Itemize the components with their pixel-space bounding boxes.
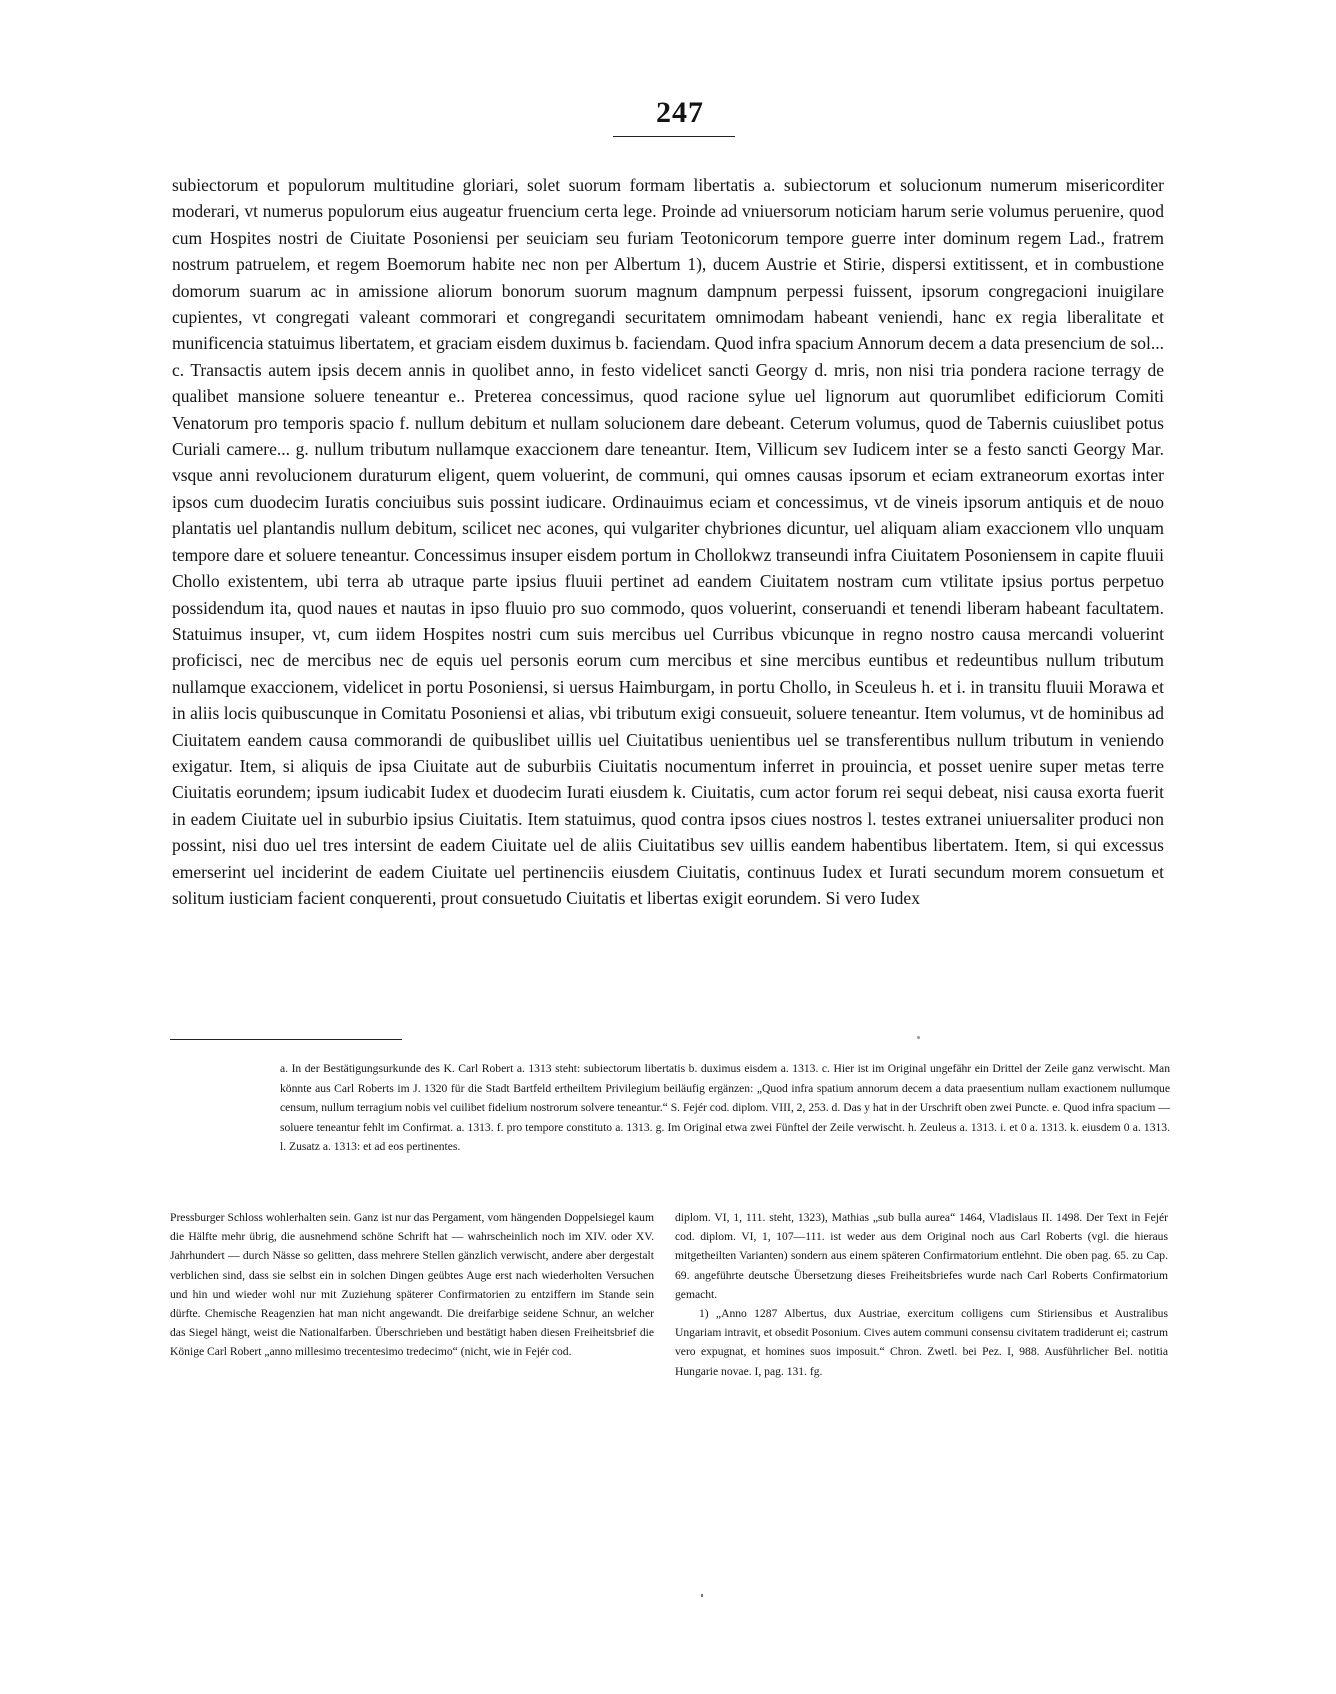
footnote-column-left xyxy=(170,1208,654,1362)
variant-footnotes xyxy=(280,1059,1170,1157)
charter-text xyxy=(172,172,1164,911)
footnote-column-right xyxy=(675,1208,1168,1381)
footnote-right-text-1: diplom. VI, 1, 111. steht, 1323), Mathias „sub bulla aurea“ 1464, Vladislaus II. 1498. Der Text in Fejér cod. diplom. VI, 1, 107—111. ist weder aus dem Original noch aus Carl Roberts (vgl. die hieraus mitgetheilten Varianten) sondern aus einem späteren Confirmatorium entlehnt. Die oben pag. 65. zu Cap. 69. angeführte deutsche Übersetzung dieses Freiheitsbriefes wurde nach Carl Roberts Confirmatorium gemacht. xyxy=(675,1211,1168,1301)
footnote-right-text-2: 1) „Anno 1287 Albertus, dux Austriae, exercitum colligens cum Stiriensibus et Australibus Ungariam intravit, et obsedit Posonium. Cives autem communi consensu civitatem tradiderunt ei; castrum vero expugnat, et homines suos imposuit.“ Chron. Zwetl. bei Pez. I, 988. Ausführlicher Bel. notitia Hungarie novae. I, pag. 131. fg. xyxy=(675,1307,1168,1378)
footnote-left-text: Pressburger Schloss wohlerhalten sein. Ganz ist nur das Pergament, vom hängenden Doppelsiegel kaum die Hälfte mehr übrig, die ausnehmend schöne Schrift hat — wahrscheinlich noch im XIV. oder XV. Jahrhundert — durch Nässe so gelitten, dass mehrere Stellen gänzlich verwischt, andere aber dergestalt verblichen sind, dass sie selbst ein in solchen Dingen geübtes Auge erst nach wiederholten Versuchen und hin und wieder wohl nur mit Zuziehung späterer Confirmatorien zu entziffern im Stande sein dürfte. Chemische Reagenzien hat man nicht angewandt. Die dreifarbige seidene Schnur, an welcher das Siegel hängt, weist die Nationalfarben. Überschrieben und bestätigt haben diesen Freiheitsbrief die Könige Carl Robert „anno millesimo trecentesimo tredecimo“ (nicht, wie in Fejér cod. xyxy=(170,1211,654,1359)
scan-speck xyxy=(917,1036,920,1039)
page-number: 247 xyxy=(656,96,704,129)
footnote-separator xyxy=(170,1039,402,1040)
variant-footnotes-text: a. In der Bestätigungsurkunde des K. Carl Robert a. 1313 steht: subiectorum libertatis b. duximus eisdem a. 1313. c. Hier ist im Original ungefähr ein Drittel der Zeile ganz verwischt. Man könnte aus Carl Roberts im J. 1320 für die Stadt Bartfeld ertheiltem Privilegium beiläufig ergänzen: „Quod infra spatium annorum decem a data praesentium nullam exactionem nullumque censum, nullum terragium nobis vel cuilibet fidelium nostrorum solvere teneantur.“ S. Fejér cod. diplom. VIII, 2, 253. d. Das y hat in der Urschrift oben zwei Puncte. e. Quod infra spacium — soluere teneantur fehlt im Confirmat. a. 1313. f. pro tempore constituto a. 1313. g. Im Original etwa zwei Fünftel der Zeile verwischt. h. Zeuleus a. 1313. i. et 0 a. 1313. k. eiusdem 0 a. 1313. l. Zusatz a. 1313: et ad eos pertinentes. xyxy=(280,1062,1170,1154)
scan-speck-bottom xyxy=(701,1594,703,1597)
page-number-rule xyxy=(613,136,735,137)
charter-paragraph: subiectorum et populorum multitudine gloriari, solet suorum formam libertatis a. subiectorum et solucionum numerum misericorditer moderari, vt numerus populorum eius augeatur fruencium certa lege. Proinde ad vniuersorum noticiam harum serie volumus peruenire, quod cum Hospites nostri de Ciuitate Posoniensi per seuiciam seu furiam Teotonicorum tempore guerre inter dominum regem Lad., fratrem nostrum patruelem, et regem Boemorum habite nec non per Albertum 1), ducem Austrie et Stirie, dispersi extitissent, et in combustione domorum suarum ac in amissione aliorum bonorum suorum magnum dampnum perpessi fuissent, ipsorum congregacioni inuigilare cupientes, vt congregati valeant commorari et congregandi securitatem omnimodam habeant veniendi, hanc ex regia liberalitate et munificencia statuimus libertatem, et graciam eisdem duximus b. faciendam. Quod infra spacium Annorum decem a data presencium de sol... c. Transactis autem ipsis decem annis in quolibet anno, in festo videlicet sancti Georgy d. mris, non nisi tria pondera racione terragy de qualibet mansione soluere teneantur e.. Preterea concessimus, quod racione sylue uel lignorum aut quorumlibet edificiorum Comiti Venatorum pro temporis spacio f. nullum debitum et nullam solucionem dare debeant. Ceterum volumus, quod de Tabernis cuiuslibet potus Curiali camere... g. nullum tributum nullamque exaccionem dare teneantur. Item, Villicum sev Iudicem inter se a festo sancti Georgy Mar. vsque anni revolucionem duraturum eligent, quem voluerint, de communi, qui omnes causas ipsorum et eciam extraneorum exortas inter ipsos cum duodecim Iuratis conciuibus suis possint iudicare. Ordinauimus eciam et concessimus, vt de vineis ipsorum antiquis et de nouo plantatis uel plantandis nullum debitum, scilicet nec acones, qui vulgariter chybriones dicuntur, uel aliquam aliam exaccionem vllo unquam tempore dare et soluere teneantur. Concessimus insuper eisdem portum in Chollokwz transeundi infra Ciuitatem Posoniensem in capite fluuii Chollo existentem, ubi terra ab utraque parte ipsius fluuii pertinet ad eandem Ciuitatem nostram cum vtilitate ipsius portus perpetuo possidendum ita, quod naues et nautas in ipso fluuio pro suo commodo, quos voluerint, conseruandi et tenendi liberam habeant facultatem. Statuimus insuper, vt, cum iidem Hospites nostri cum suis mercibus uel Curribus vbicunque in regno nostro causa mercandi voluerint proficisci, nec de mercibus nec de equis uel personis eorum cum mercibus et sine mercibus euntibus et redeuntibus nullum tributum nullamque exaccionem, videlicet in portu Posoniensi, si uersus Haimburgam, in portu Chollo, in Sceuleus h. et i. in transitu fluuii Morawa et in aliis locis quibuscunque in Comitatu Posoniensi et alias, vbi tributum exigi consueuit, soluere teneantur. Item volumus, vt de hominibus ad Ciuitatem eandem causa commorandi de quibuslibet uillis uel Ciuitatibus uenientibus uel se transferentibus nullum tributum in veniendo exigatur. Item, si aliquis de ipsa Ciuitate aut de suburbiis Ciuitatis nocumentum inferret in prouincia, et posset uenire super metas terre Ciuitatis eorundem; ipsum iudicabit Iudex et duodecim Iurati eiusdem k. Ciuitatis, cum actor forum rei sequi debeat, nisi causa exorta fuerit in eadem Ciuitate uel in suburbio ipsius Ciuitatis. Item statuimus, quod contra ipsos ciues nostros l. testes extranei uniuersaliter produci non possint, nisi duo uel tres intersint de eadem Ciuitate uel de aliis Ciuitatibus sev uillis eandem habentibus libertatem. Item, si qui excessus emerserint uel inciderint de eadem Ciuitate uel pertinenciis eiusdem Ciuitatis, continuus Iudex et Iurati secundum morem consuetum et solitum iusticiam facient conquerenti, prout consuetudo Ciuitatis et libertas exigit eorundem. Si vero Iudex xyxy=(172,175,1164,908)
